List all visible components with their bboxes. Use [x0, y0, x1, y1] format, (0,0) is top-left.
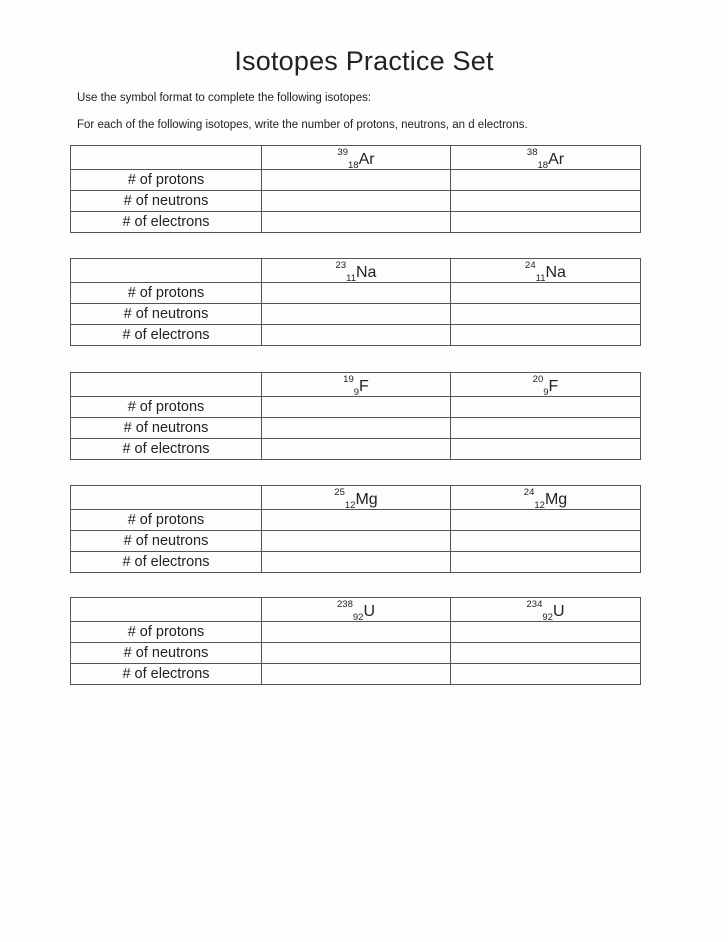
mass-number: 23 [335, 259, 347, 271]
answer-cell[interactable] [451, 552, 641, 573]
particle-row [71, 643, 641, 664]
particle-row [71, 552, 641, 573]
answer-cell[interactable] [451, 325, 641, 346]
isotope-symbol [337, 146, 375, 171]
isotope-symbol [525, 259, 566, 284]
isotope-header-row [71, 598, 641, 622]
row-label: # of protons [71, 622, 262, 643]
particle-row [71, 664, 641, 685]
corner-cell [71, 373, 262, 397]
isotope-symbol [526, 598, 565, 623]
isotope-symbol [334, 486, 378, 511]
element-symbol: Na [356, 263, 377, 281]
atomic-number: 9 [543, 386, 549, 398]
answer-cell[interactable] [451, 304, 641, 325]
answer-cell[interactable] [262, 397, 451, 418]
element-symbol: Ar [548, 150, 565, 168]
isotope-header-row [71, 486, 641, 510]
answer-cell[interactable] [451, 283, 641, 304]
isotope-symbol-cell [262, 146, 451, 170]
answer-cell[interactable] [451, 418, 641, 439]
isotope-symbol-cell [451, 598, 641, 622]
atomic-number: 11 [346, 272, 356, 284]
particle-row [71, 510, 641, 531]
mass-number: 20 [532, 373, 544, 385]
mass-number: 24 [523, 486, 535, 498]
answer-cell[interactable] [262, 531, 451, 552]
mass-number: 25 [334, 486, 345, 498]
mass-number: 234 [526, 598, 543, 610]
element-symbol: F [548, 377, 559, 395]
particle-row [71, 418, 641, 439]
atomic-number: 9 [353, 386, 360, 398]
row-label: # of electrons [71, 439, 262, 460]
answer-cell[interactable] [451, 643, 641, 664]
atomic-number: 18 [537, 159, 549, 171]
answer-cell[interactable] [262, 191, 451, 212]
answer-cell[interactable] [262, 622, 451, 643]
particle-row [71, 439, 641, 460]
corner-cell [71, 146, 262, 170]
row-label: # of protons [71, 170, 262, 191]
element-symbol: F [359, 377, 369, 395]
corner-cell [71, 486, 262, 510]
atomic-number: 18 [348, 159, 359, 171]
isotope-header-row [71, 259, 641, 283]
isotope-table [70, 145, 641, 233]
particle-row [71, 325, 641, 346]
answer-cell[interactable] [262, 510, 451, 531]
corner-cell [71, 259, 262, 283]
answer-cell[interactable] [451, 397, 641, 418]
isotope-table [70, 258, 641, 346]
row-label: # of electrons [71, 212, 262, 233]
isotope-symbol-cell [262, 598, 451, 622]
isotope-table [70, 372, 641, 460]
answer-cell[interactable] [451, 664, 641, 685]
element-symbol: Mg [355, 490, 378, 508]
mass-number: 19 [343, 373, 354, 385]
isotope-symbol-cell [451, 373, 641, 397]
atomic-number: 12 [344, 499, 356, 511]
isotope-header-row [71, 373, 641, 397]
row-label: # of protons [71, 283, 262, 304]
row-label: # of neutrons [71, 304, 262, 325]
isotope-symbol [337, 598, 375, 623]
atomic-number: 92 [352, 611, 364, 623]
mass-number: 238 [337, 598, 353, 610]
isotope-table [70, 597, 641, 685]
row-label: # of electrons [71, 552, 262, 573]
element-symbol: Na [545, 263, 566, 281]
row-label: # of electrons [71, 664, 262, 685]
atomic-number: 12 [534, 499, 545, 511]
answer-cell[interactable] [451, 622, 641, 643]
particle-row [71, 170, 641, 191]
row-label: # of protons [71, 397, 262, 418]
element-symbol: Ar [358, 150, 375, 168]
isotope-symbol [343, 373, 369, 398]
row-label: # of neutrons [71, 191, 262, 212]
mass-number: 38 [526, 146, 538, 158]
particle-row [71, 191, 641, 212]
answer-cell[interactable] [262, 170, 451, 191]
isotope-symbol-cell [451, 146, 641, 170]
instruction-symbol-format: Use the symbol format to complete the following isotopes: [77, 92, 372, 104]
answer-cell[interactable] [262, 325, 451, 346]
answer-cell[interactable] [262, 418, 451, 439]
atomic-number: 92 [542, 611, 553, 623]
mass-number: 24 [525, 259, 536, 271]
particle-row [71, 283, 641, 304]
particle-row [71, 531, 641, 552]
page-title: Isotopes Practice Set [234, 46, 494, 76]
answer-cell[interactable] [451, 510, 641, 531]
isotope-symbol-cell [262, 486, 451, 510]
answer-cell[interactable] [451, 439, 641, 460]
particle-row [71, 212, 641, 233]
particle-row [71, 622, 641, 643]
answer-cell[interactable] [451, 170, 641, 191]
isotope-header-row [71, 146, 641, 170]
row-label: # of protons [71, 510, 262, 531]
particle-row [71, 304, 641, 325]
mass-number: 39 [337, 146, 348, 158]
row-label: # of neutrons [71, 531, 262, 552]
answer-cell[interactable] [262, 212, 451, 233]
isotope-symbol-cell [451, 486, 641, 510]
particle-row [71, 397, 641, 418]
answer-cell[interactable] [451, 191, 641, 212]
answer-cell[interactable] [262, 283, 451, 304]
isotope-symbol-cell [451, 259, 641, 283]
element-symbol: U [552, 602, 565, 620]
element-symbol: Mg [544, 490, 568, 508]
isotope-symbol [335, 259, 377, 284]
answer-cell[interactable] [262, 643, 451, 664]
answer-cell[interactable] [451, 212, 641, 233]
answer-cell[interactable] [262, 304, 451, 325]
answer-cell[interactable] [262, 664, 451, 685]
answer-cell[interactable] [451, 531, 641, 552]
isotope-symbol [526, 146, 565, 171]
row-label: # of neutrons [71, 643, 262, 664]
atomic-number: 11 [535, 272, 546, 284]
isotope-table [70, 485, 641, 573]
isotope-symbol [523, 486, 568, 511]
row-label: # of electrons [71, 325, 262, 346]
corner-cell [71, 598, 262, 622]
isotope-symbol-cell [262, 373, 451, 397]
row-label: # of neutrons [71, 418, 262, 439]
instruction-count-particles: For each of the following isotopes, write the number of protons, neutrons, an d electrons. [77, 119, 528, 131]
answer-cell[interactable] [262, 439, 451, 460]
answer-cell[interactable] [262, 552, 451, 573]
element-symbol: U [363, 602, 375, 620]
isotope-symbol [532, 373, 559, 398]
isotope-symbol-cell [262, 259, 451, 283]
